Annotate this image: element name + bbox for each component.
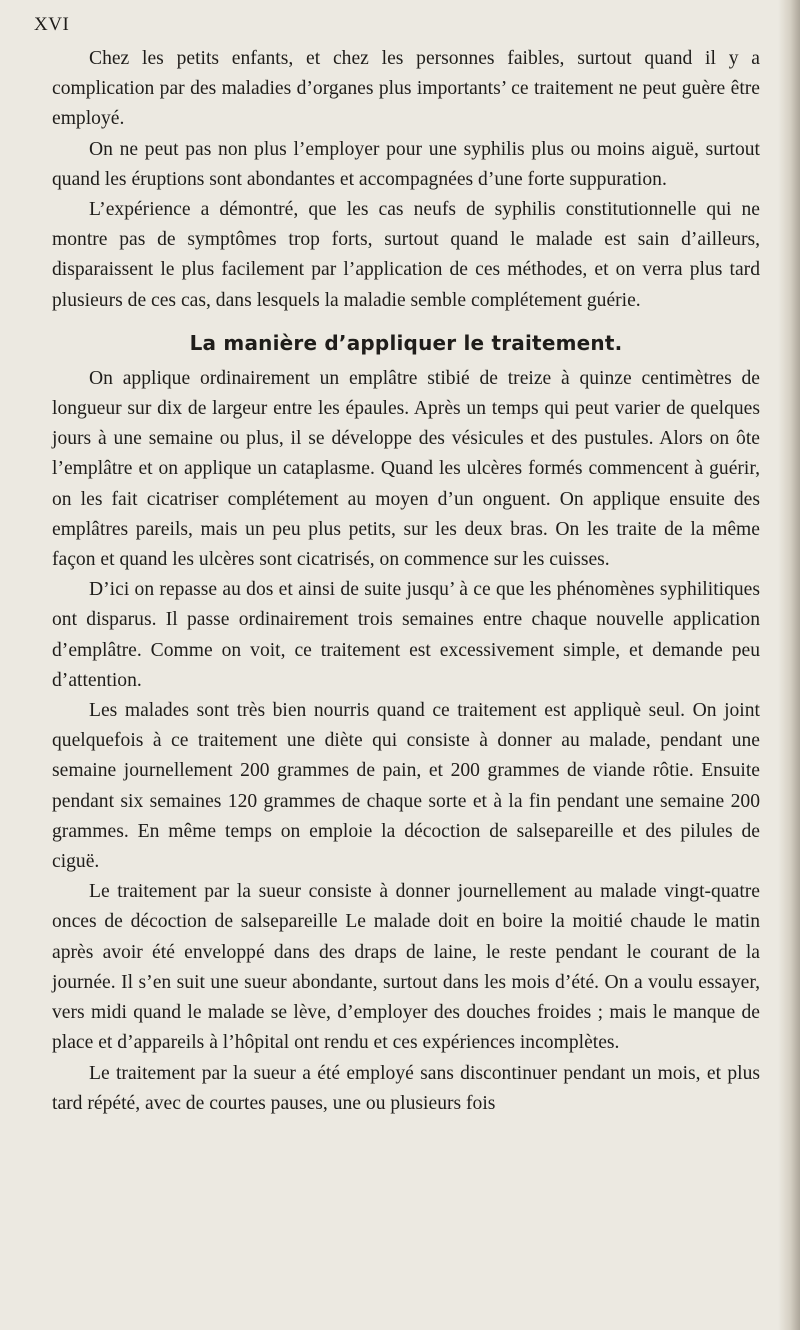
page-number: XVI [34, 14, 70, 35]
paragraph: Les malades sont très bien nourris quand ce traitement est appliquè seul. On joint quelquefois à ce traitement une diète qui consiste à donner au malade, pendant une semaine journellement 200 grammes de pain, et 200 grammes de viande rôtie. Ensuite pendant six semaines 120 grammes de chaque sorte et à la fin pendant une semaine 200 grammes. En même temps on emploie la décoction de salsepareille et des pilules de ciguë. [52, 700, 760, 873]
paragraph: Chez les petits enfants, et chez les personnes faibles, surtout quand il y a complication par des maladies d’organes plus importants’ ce traitement ne peut guère être employé. [52, 48, 760, 130]
paragraph: On ne peut pas non plus l’employer pour une syphilis plus ou moins aiguë, surtout quand les éruptions sont abondantes et accompagnées d’une forte suppuration. [52, 138, 760, 190]
paragraph: On applique ordinairement un emplâtre stibié de treize à quinze centimètres de longueur sur dix de largeur entre les épaules. Après un temps qui peut varier de quelques jours à une semaine ou plus, il se développe des vésicules et des pustules. Alors on ôte l’emplâtre et on applique un cataplasme. Quand les ulcères formés commencent à guérir, on les fait cicatriser complétement au moyen d’un onguent. On applique ensuite des emplâtres pareils, mais un peu plus petits, sur les deux bras. On les traite de la même façon et quand les ulcères sont cicatrisés, on commence sur les cuisses. [52, 367, 760, 571]
paragraph: D’ici on repasse au dos et ainsi de suite jusqu’ à ce que les phénomènes syphilitiques ont disparus. Il passe ordinairement trois semaines entre chaque nouvelle application d’emplâtre. Comme on voit, ce traitement est excessivement simple, et demande peu d’attention. [52, 579, 760, 691]
paragraph: L’expérience a démontré, que les cas neufs de syphilis constitutionnelle qui ne montre pas de symptômes trop forts, surtout quand le malade est sain d’ailleurs, disparaissent le plus facilement par l’application de ces méthodes, et on verra plus tard plusieurs de ces cas, dans lesquels la maladie semble complétement guérie. [52, 199, 760, 311]
body-text [52, 44, 760, 1119]
page-edge-shadow [778, 0, 800, 1330]
paragraph: Le traitement par la sueur consiste à donner journellement au malade vingt-quatre onces de décoction de salsepareille Le malade doit en boire la moitié chaude le matin après avoir été enveloppé dans des draps de laine, le reste pendant le courant de la journée. Il s’en suit une sueur abondante, surtout dans les mois d’été. On a voulu essayer, vers midi quand le malade se lève, d’employer des douches froides ; mais le manque de place et d’appareils à l’hôpital ont rendu et ces expériences incomplètes. [52, 881, 760, 1054]
section-heading: La manière d’appliquer le traitement. [189, 330, 623, 355]
paragraph: Le traitement par la sueur a été employé sans discontinuer pendant un mois, et plus tard répété, avec de courtes pauses, une ou plusieurs fois [52, 1062, 760, 1114]
